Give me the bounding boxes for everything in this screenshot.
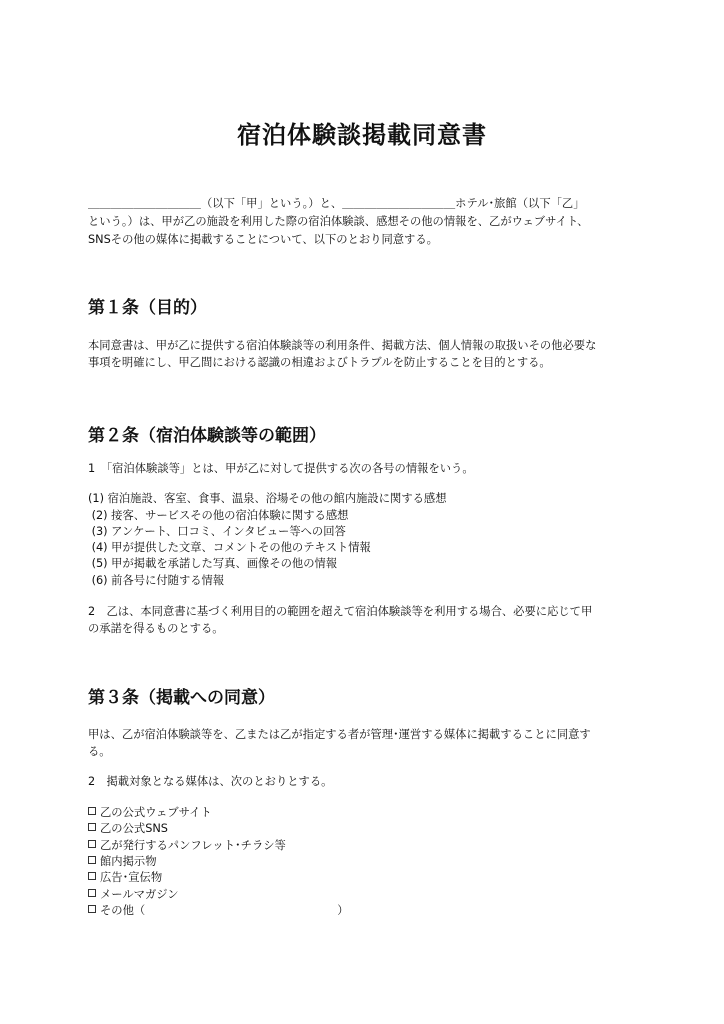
media-option[interactable] — [88, 870, 648, 886]
intro-line-2: という。）は、甲が乙の施設を利用した際の宿泊体験談、感想その他の情報を、乙がウェブサイト、 — [88, 215, 589, 228]
media-option-label: 乙の公式SNS — [100, 822, 168, 835]
media-option-label: 館内掲示物 — [100, 855, 157, 868]
article2-heading: 第２条（宿泊体験談等の範囲） — [88, 426, 326, 446]
checkbox-icon[interactable] — [88, 872, 96, 880]
media-option-label: 広告･宣伝物 — [100, 871, 163, 884]
article1-line-1: 本同意書は、甲が乙に提供する宿泊体験談等の利用条件、掲載方法、個人情報の取扱いその他必要な — [88, 339, 597, 352]
media-option[interactable] — [88, 903, 648, 919]
checkbox-icon[interactable] — [88, 905, 96, 913]
checkbox-icon[interactable] — [88, 823, 96, 831]
intro-line-1: ＿＿＿＿＿＿＿＿＿＿（以下「甲」という。）と、＿＿＿＿＿＿＿＿＿＿ホテル･旅館（以下「乙」 — [88, 197, 585, 210]
media-option[interactable] — [88, 821, 648, 837]
article2-subitem-3: (3) アンケート、口コミ、インタビュー等への回答 — [88, 525, 346, 538]
media-option-label: その他（ ） — [100, 904, 349, 917]
article2-subitem-5: (5) 甲が掲載を承諾した写真、画像その他の情報 — [88, 557, 338, 570]
document-title: 宿泊体験談掲載同意書 — [237, 121, 487, 149]
article2-item1: 1 「宿泊体験談等」とは、甲が乙に対して提供する次の各号の情報をいう。 — [88, 462, 474, 475]
media-option-label: 乙の公式ウェブサイト — [100, 806, 212, 819]
article3-heading: 第３条（掲載への同意） — [88, 688, 275, 708]
article3-line-2: る。 — [88, 745, 111, 758]
article2-subitem-1: (1) 宿泊施設、客室、食事、温泉、浴場その他の館内施設に関する感想 — [88, 492, 447, 505]
article2-subitem-4: (4) 甲が提供した文章、コメントその他のテキスト情報 — [88, 541, 371, 554]
article2-subitem-6: (6) 前各号に付随する情報 — [88, 574, 225, 587]
media-option[interactable] — [88, 887, 648, 903]
article1-heading: 第１条（目的） — [88, 298, 207, 318]
media-option[interactable] — [88, 854, 648, 870]
media-option[interactable] — [88, 805, 648, 821]
article2-item2-line-1: 2 乙は、本同意書に基づく利用目的の範囲を超えて宿泊体験談等を利用する場合、必要に応じて甲 — [88, 605, 593, 618]
checkbox-icon[interactable] — [88, 889, 96, 897]
article3-line-1: 甲は、乙が宿泊体験談等を、乙または乙が指定する者が管理･運営する媒体に掲載することに同意す — [88, 728, 591, 741]
article1-line-2: 事項を明確にし、甲乙間における認識の相違およびトラブルを防止することを目的とする。 — [88, 356, 551, 369]
media-option-label: 乙が発行するパンフレット･チラシ等 — [100, 839, 286, 852]
article2-subitem-2: (2) 接客、サービスその他の宿泊体験に関する感想 — [88, 509, 349, 522]
checkbox-icon[interactable] — [88, 807, 96, 815]
article2-item2-line-2: の承諾を得るものとする。 — [88, 622, 224, 635]
intro-line-3: SNSその他の媒体に掲載することについて、以下のとおり同意する。 — [88, 233, 438, 246]
media-option-label: メールマガジン — [100, 888, 179, 901]
checkbox-icon[interactable] — [88, 856, 96, 864]
checkbox-icon[interactable] — [88, 840, 96, 848]
article3-item2: 2 掲載対象となる媒体は、次のとおりとする。 — [88, 775, 333, 788]
media-option[interactable] — [88, 838, 648, 854]
